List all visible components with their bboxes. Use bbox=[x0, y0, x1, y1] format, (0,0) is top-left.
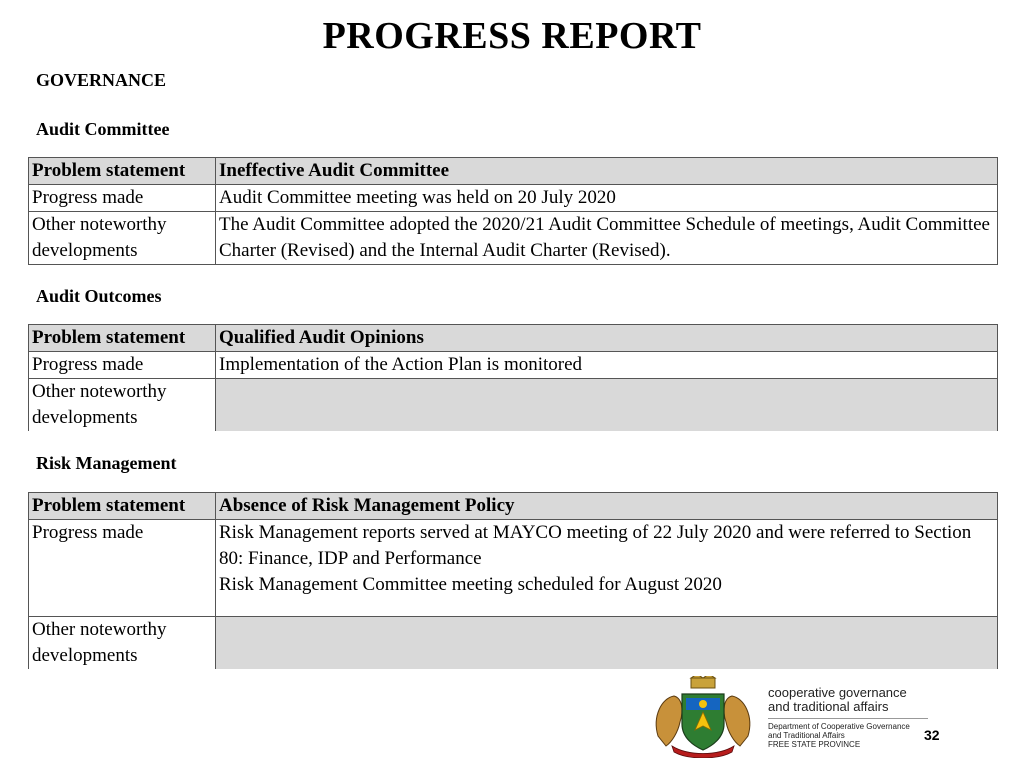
table-row bbox=[29, 325, 998, 352]
dept-line-1: Department of Cooperative Governance bbox=[768, 722, 910, 731]
progress-label: Progress made bbox=[29, 520, 216, 617]
problem-label: Problem statement bbox=[29, 325, 216, 352]
progress-value: Audit Committee meeting was held on 20 July 2020 bbox=[216, 185, 998, 212]
problem-value: Ineffective Audit Committee bbox=[216, 158, 998, 185]
dept-line-2: and Traditional Affairs bbox=[768, 731, 845, 740]
progress-value bbox=[216, 520, 998, 617]
table-row bbox=[29, 379, 998, 432]
heading-audit-outcomes: Audit Outcomes bbox=[36, 286, 162, 306]
page-number: 32 bbox=[924, 727, 940, 743]
audit-outcomes-table bbox=[28, 324, 998, 431]
problem-value: Absence of Risk Management Policy bbox=[216, 493, 998, 520]
table-row bbox=[29, 520, 998, 617]
problem-label: Problem statement bbox=[29, 493, 216, 520]
brand-line-1: cooperative governance bbox=[768, 685, 907, 700]
table-row bbox=[29, 617, 998, 670]
brand-divider bbox=[768, 718, 928, 719]
audit-committee-table bbox=[28, 157, 998, 265]
table-row bbox=[29, 158, 998, 185]
table-row bbox=[29, 493, 998, 520]
table-row bbox=[29, 352, 998, 379]
department-brand bbox=[768, 686, 928, 749]
heading-audit-committee: Audit Committee bbox=[36, 119, 170, 139]
dept-line-3: FREE STATE PROVINCE bbox=[768, 740, 861, 749]
table-row bbox=[29, 185, 998, 212]
coat-of-arms-icon bbox=[648, 676, 758, 758]
table-row bbox=[29, 212, 998, 265]
other-value bbox=[216, 617, 998, 670]
other-value: The Audit Committee adopted the 2020/21 Audit Committee Schedule of meetings, Audit Committee Charter (Revised) and the Internal Audit Charter (Revised). bbox=[216, 212, 998, 265]
brand-line-2: and traditional affairs bbox=[768, 699, 889, 714]
page-title: PROGRESS REPORT bbox=[322, 15, 702, 57]
progress-value-line-2: Risk Management Committee meeting scheduled for August 2020 bbox=[219, 574, 722, 595]
other-label: Other noteworthy developments bbox=[29, 617, 216, 670]
other-value bbox=[216, 379, 998, 432]
progress-label: Progress made bbox=[29, 185, 216, 212]
progress-value: Implementation of the Action Plan is monitored bbox=[216, 352, 998, 379]
other-label: Other noteworthy developments bbox=[29, 379, 216, 432]
problem-value: Qualified Audit Opinions bbox=[216, 325, 998, 352]
progress-value-line-1: Risk Management reports served at MAYCO meeting of 22 July 2020 and were referred to Section 80: Finance, IDP and Performance bbox=[219, 522, 972, 569]
progress-label: Progress made bbox=[29, 352, 216, 379]
other-label: Other noteworthy developments bbox=[29, 212, 216, 265]
heading-risk-management: Risk Management bbox=[36, 453, 177, 473]
risk-management-table bbox=[28, 492, 998, 669]
problem-label: Problem statement bbox=[29, 158, 216, 185]
section-heading-governance: GOVERNANCE bbox=[36, 70, 167, 90]
